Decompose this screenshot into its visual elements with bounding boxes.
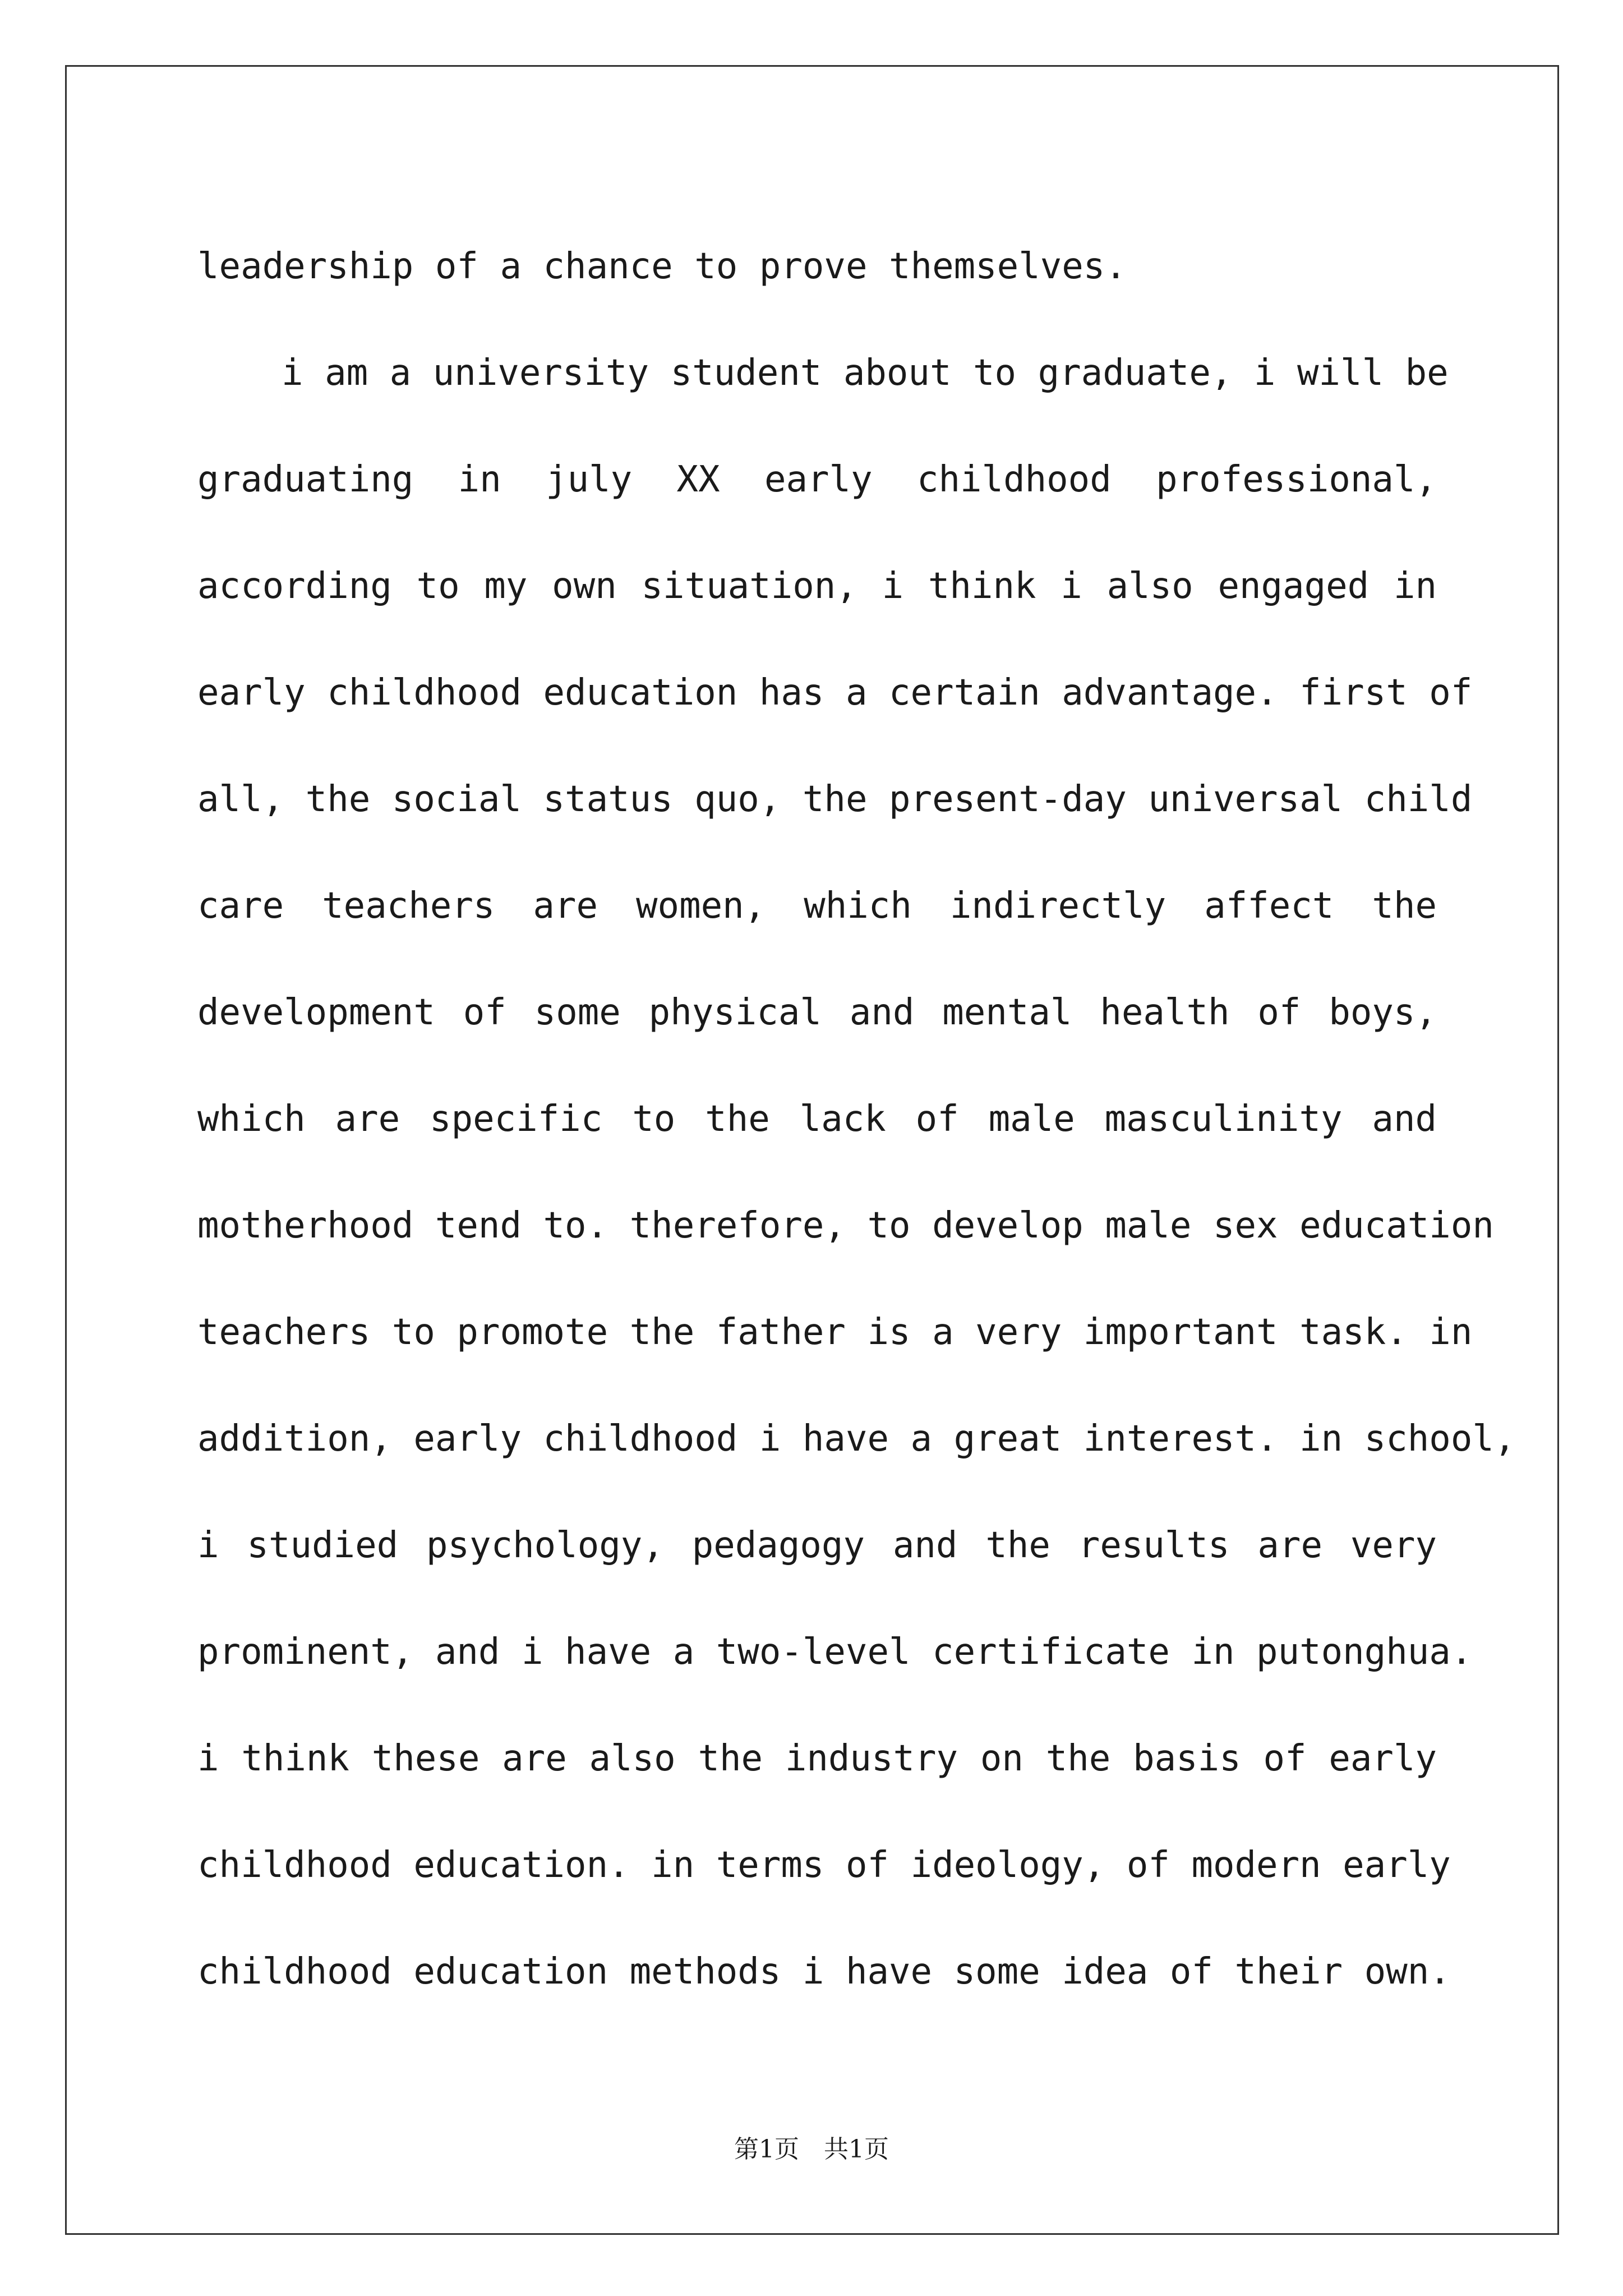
text-line: which are specific to the lack of male masculinity and (197, 1098, 1437, 1140)
text-line: i think these are also the industry on the basis of early (197, 1738, 1437, 1779)
text-line: early childhood education has a certain advantage. first of (197, 672, 1473, 714)
page-number-footer: 第1页 共1页 (734, 2135, 889, 2164)
text-line: i studied psychology, pedagogy and the results are very (197, 1525, 1437, 1566)
text-line: i am a university student about to graduate, i will be (282, 352, 1449, 394)
text-line: childhood education. in terms of ideology, of modern early (197, 1844, 1451, 1886)
text-line: all, the social status quo, the present-day universal child (197, 779, 1473, 820)
text-line: addition, early childhood i have a great interest. in school, (197, 1418, 1516, 1460)
text-line: development of some physical and mental health of boys, (197, 992, 1437, 1033)
text-line: prominent, and i have a two-level certificate in putonghua. (197, 1631, 1473, 1673)
text-line: teachers to promote the father is a very important task. in (197, 1312, 1473, 1353)
text-line: motherhood tend to. therefore, to develop male sex education (197, 1205, 1494, 1246)
text-line: care teachers are women, which indirectly affect the (197, 885, 1437, 927)
text-line: according to my own situation, i think i also engaged in (197, 565, 1437, 607)
text-line: leadership of a chance to prove themselves. (197, 246, 1127, 287)
document-body (197, 213, 1516, 2025)
text-line: childhood education methods i have some idea of their own. (197, 1951, 1451, 1993)
text-line: graduating in july XX early childhood professional, (197, 459, 1437, 500)
